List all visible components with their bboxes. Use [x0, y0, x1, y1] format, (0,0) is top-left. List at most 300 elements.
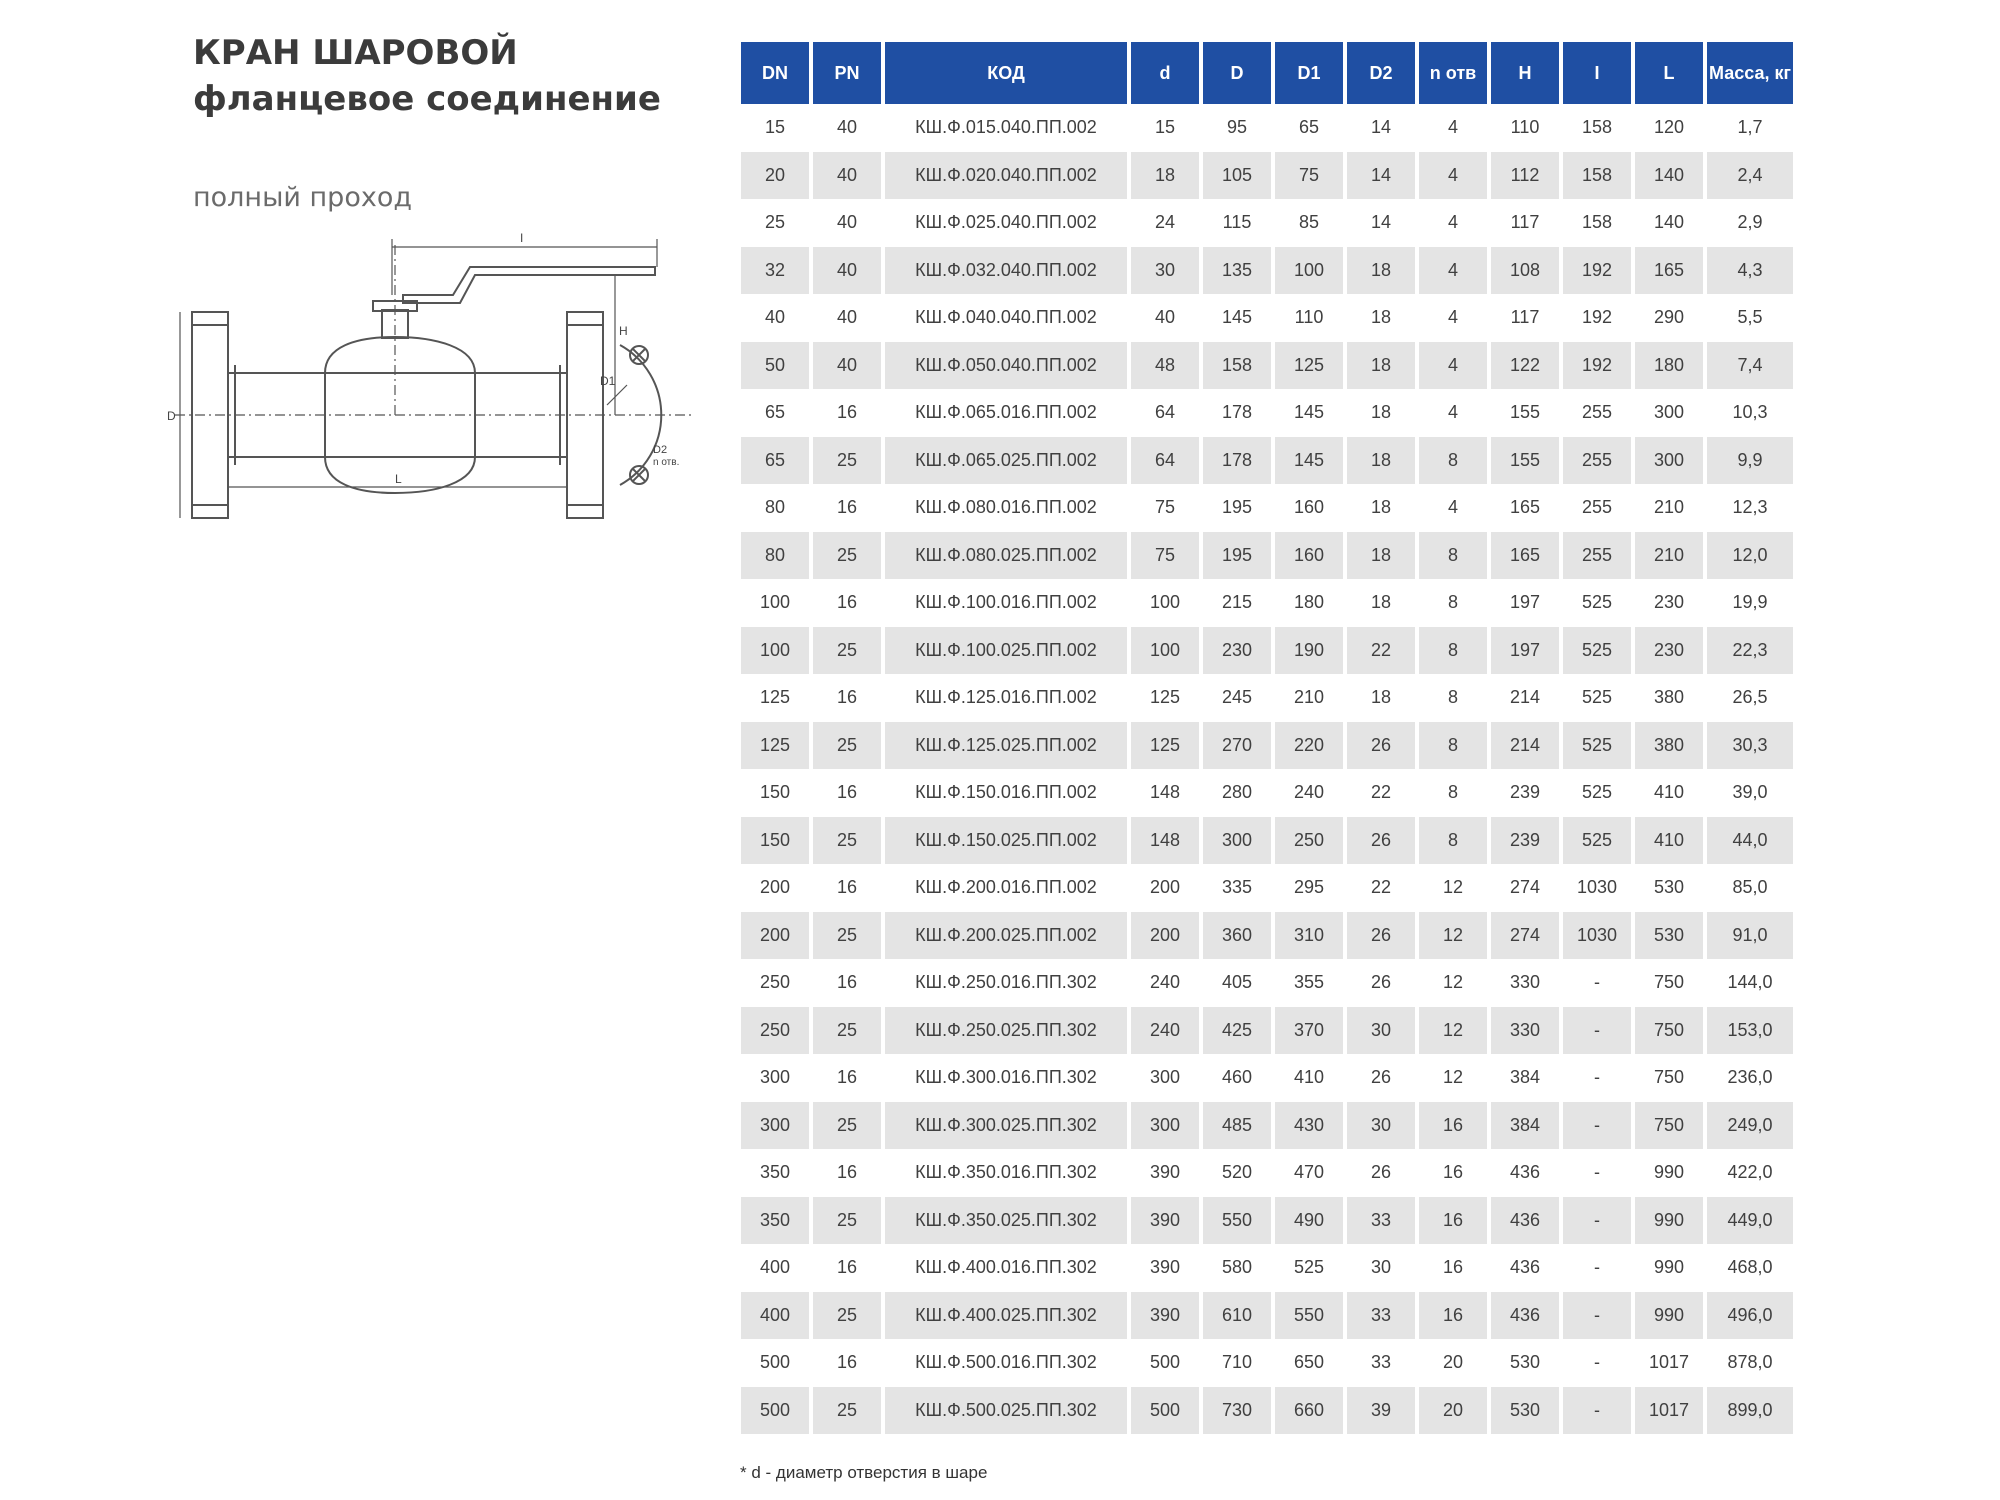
- table-cell: 485: [1203, 1102, 1271, 1150]
- table-cell: 16: [836, 592, 858, 613]
- table-cell: КШ.Ф.125.025.ПП.002: [885, 722, 1127, 770]
- table-cell: 16: [836, 687, 858, 708]
- table-cell: КШ.Ф.065.016.ПП.002: [915, 402, 1097, 423]
- table-cell: 300: [759, 1067, 791, 1088]
- table-cell: КШ.Ф.125.016.ПП.002: [915, 687, 1097, 708]
- table-cell: 24: [1154, 212, 1176, 233]
- table-cell: 148: [1131, 817, 1199, 865]
- table-cell: 550: [1203, 1197, 1271, 1245]
- table-row: [741, 342, 1793, 390]
- table-cell: КШ.Ф.015.040.ПП.002: [915, 117, 1097, 138]
- table-cell: 520: [1221, 1162, 1253, 1183]
- table-cell: 220: [1275, 722, 1343, 770]
- table-cell: 200: [759, 877, 791, 898]
- table-cell: 250: [741, 1007, 809, 1055]
- table-row: [741, 864, 1793, 912]
- table-cell: 12: [1442, 877, 1464, 898]
- table-cell: 330: [1509, 972, 1541, 993]
- table-row: [741, 1102, 1793, 1150]
- table-cell: 580: [1221, 1257, 1253, 1278]
- table-cell: 239: [1509, 782, 1541, 803]
- table-cell: 436: [1491, 1197, 1559, 1245]
- table-row: [741, 484, 1793, 532]
- table-cell: КШ.Ф.080.025.ПП.002: [885, 532, 1127, 580]
- table-cell: 150: [759, 782, 791, 803]
- table-cell: 16: [836, 402, 858, 423]
- table-row: [741, 1054, 1793, 1102]
- table-cell: 140: [1635, 152, 1703, 200]
- table-cell: 210: [1653, 497, 1685, 518]
- table-cell: 115: [1222, 212, 1252, 233]
- table-cell: 30: [1131, 247, 1199, 295]
- table-cell: 18: [1370, 497, 1392, 518]
- table-cell: 65: [1298, 117, 1320, 138]
- table-cell: 436: [1491, 1292, 1559, 1340]
- table-cell: 750: [1635, 1102, 1703, 1150]
- table-cell: 12: [1442, 1067, 1464, 1088]
- table-cell: 230: [1653, 592, 1685, 613]
- table-row: [741, 532, 1793, 580]
- table-cell: 449,0: [1707, 1197, 1793, 1245]
- table-cell: 210: [1293, 687, 1325, 708]
- table-row: [741, 769, 1793, 817]
- table-cell: 300: [1635, 437, 1703, 485]
- table-cell: 16: [836, 1352, 858, 1373]
- table-cell: 355: [1293, 972, 1325, 993]
- table-cell: 25: [813, 722, 881, 770]
- table-cell: 335: [1221, 877, 1253, 898]
- table-cell: 530: [1491, 1387, 1559, 1435]
- table-cell: 14: [1370, 117, 1392, 138]
- table-cell: КШ.Ф.400.016.ПП.302: [915, 1257, 1097, 1278]
- table-cell: КШ.Ф.032.040.ПП.002: [885, 247, 1127, 295]
- table-cell: 180: [1635, 342, 1703, 390]
- specification-table: [737, 42, 1797, 1434]
- table-cell: 8: [1419, 532, 1487, 580]
- table-cell: 75: [1275, 152, 1343, 200]
- table-cell: 25: [764, 212, 786, 233]
- table-cell: 12: [1419, 912, 1487, 960]
- table-cell: 95: [1226, 117, 1248, 138]
- table-cell: 40: [836, 117, 858, 138]
- table-cell: 30: [1347, 1102, 1415, 1150]
- table-cell: 145: [1221, 307, 1253, 328]
- table-cell: 40: [764, 307, 786, 328]
- table-cell: 153,0: [1707, 1007, 1793, 1055]
- table-cell: 530: [1635, 912, 1703, 960]
- table-cell: 250: [759, 972, 791, 993]
- table-cell: 274: [1509, 877, 1541, 898]
- table-cell: 125: [759, 687, 791, 708]
- table-row: [741, 437, 1793, 485]
- table-cell: 4: [1447, 402, 1458, 423]
- table-row: [741, 1292, 1793, 1340]
- table-cell: 160: [1293, 497, 1325, 518]
- table-cell: 18: [1370, 592, 1392, 613]
- table-cell: 158: [1581, 117, 1613, 138]
- table-cell: 80: [741, 532, 809, 580]
- table-cell: 240: [1131, 1007, 1199, 1055]
- table-cell: КШ.Ф.300.025.ПП.302: [885, 1102, 1127, 1150]
- table-cell: 525: [1563, 817, 1631, 865]
- table-cell: 30,3: [1707, 722, 1793, 770]
- table-cell: 25: [813, 1197, 881, 1245]
- table-cell: 255: [1581, 497, 1613, 518]
- table-row: [741, 817, 1793, 865]
- table-cell: 26: [1347, 817, 1415, 865]
- table-cell: 14: [1347, 152, 1415, 200]
- table-cell: 270: [1203, 722, 1271, 770]
- valve-handle: [403, 267, 655, 303]
- table-cell: 25: [813, 817, 881, 865]
- table-cell: 390: [1131, 1197, 1199, 1245]
- column-header: Масса, кг: [1707, 42, 1793, 104]
- table-cell: 192: [1563, 247, 1631, 295]
- table-cell: 20: [1419, 1387, 1487, 1435]
- table-cell: 22: [1370, 782, 1392, 803]
- table-cell: 300: [1203, 817, 1271, 865]
- table-cell: 530: [1653, 877, 1685, 898]
- table-cell: 25: [813, 912, 881, 960]
- table-cell: 300: [741, 1102, 809, 1150]
- table-cell: КШ.Ф.350.016.ПП.302: [915, 1162, 1097, 1183]
- table-cell: 230: [1635, 627, 1703, 675]
- table-cell: 26: [1347, 912, 1415, 960]
- table-cell: 390: [1131, 1292, 1199, 1340]
- column-header: D1: [1275, 42, 1343, 104]
- table-cell: 550: [1275, 1292, 1343, 1340]
- table-cell: 425: [1203, 1007, 1271, 1055]
- table-cell: 16: [1442, 1162, 1464, 1183]
- table-cell: 990: [1635, 1292, 1703, 1340]
- table-cell: 422,0: [1727, 1162, 1773, 1183]
- table-cell: КШ.Ф.350.025.ПП.302: [885, 1197, 1127, 1245]
- table-cell: 525: [1581, 592, 1613, 613]
- table-cell: 18: [1347, 247, 1415, 295]
- table-cell: 100: [1131, 627, 1199, 675]
- table-cell: 16: [836, 1067, 858, 1088]
- table-cell: 40: [1154, 307, 1176, 328]
- table-cell: 239: [1491, 817, 1559, 865]
- table-cell: КШ.Ф.200.025.ПП.002: [885, 912, 1127, 960]
- table-cell: -: [1563, 1102, 1631, 1150]
- table-cell: 44,0: [1707, 817, 1793, 865]
- table-row: [741, 912, 1793, 960]
- table-cell: -: [1594, 1067, 1600, 1088]
- dimension-label-h: H: [619, 324, 628, 338]
- table-cell: 240: [1149, 972, 1181, 993]
- table-cell: КШ.Ф.250.016.ПП.302: [915, 972, 1097, 993]
- table-cell: 230: [1203, 627, 1271, 675]
- table-row: [741, 199, 1793, 247]
- table-cell: 8: [1447, 687, 1458, 708]
- table-cell: 18: [1131, 152, 1199, 200]
- table-cell: 16: [836, 877, 858, 898]
- table-cell: 40: [813, 152, 881, 200]
- table-cell: КШ.Ф.150.016.ПП.002: [915, 782, 1097, 803]
- table-cell: 214: [1509, 687, 1541, 708]
- table-cell: 48: [1131, 342, 1199, 390]
- table-cell: 4: [1419, 342, 1487, 390]
- page-title: [193, 30, 661, 122]
- table-cell: 178: [1203, 437, 1271, 485]
- column-header: n отв: [1419, 42, 1487, 104]
- table-cell: 990: [1653, 1162, 1685, 1183]
- table-cell: КШ.Ф.020.040.ПП.002: [885, 152, 1127, 200]
- table-cell: 158: [1563, 152, 1631, 200]
- table-cell: КШ.Ф.050.040.ПП.002: [885, 342, 1127, 390]
- table-cell: 750: [1635, 1007, 1703, 1055]
- table-cell: 25: [813, 1387, 881, 1435]
- table-cell: 650: [1293, 1352, 1325, 1373]
- table-cell: 16: [836, 972, 858, 993]
- table-cell: 8: [1419, 722, 1487, 770]
- table-cell: 384: [1509, 1067, 1541, 1088]
- table-cell: 18: [1347, 437, 1415, 485]
- table-cell: 15: [1154, 117, 1176, 138]
- table-cell: 16: [1419, 1102, 1487, 1150]
- table-cell: 405: [1221, 972, 1253, 993]
- table-cell: 240: [1293, 782, 1325, 803]
- table-cell: 80: [764, 497, 786, 518]
- table-cell: 33: [1347, 1292, 1415, 1340]
- table-cell: 20: [1442, 1352, 1464, 1373]
- table-cell: 255: [1581, 402, 1613, 423]
- table-row: [741, 1197, 1793, 1245]
- table-cell: КШ.Ф.065.025.ПП.002: [885, 437, 1127, 485]
- table-cell: 158: [1581, 212, 1613, 233]
- table-cell: 16: [836, 782, 858, 803]
- table-cell: 160: [1275, 532, 1343, 580]
- table-row: [741, 247, 1793, 295]
- dimension-label-d2: D2: [653, 444, 668, 456]
- table-cell: 1,7: [1737, 117, 1763, 138]
- table-cell: 26: [1370, 1162, 1392, 1183]
- table-cell: 8: [1419, 627, 1487, 675]
- table-cell: 410: [1635, 817, 1703, 865]
- table-cell: 200: [1149, 877, 1181, 898]
- table-cell: 33: [1347, 1197, 1415, 1245]
- table-cell: 39: [1347, 1387, 1415, 1435]
- table-cell: 190: [1275, 627, 1343, 675]
- table-cell: 197: [1491, 627, 1559, 675]
- table-cell: 25: [813, 1292, 881, 1340]
- table-cell: 215: [1221, 592, 1253, 613]
- table-cell: 290: [1653, 307, 1685, 328]
- table-cell: -: [1563, 1292, 1631, 1340]
- table-row: [741, 104, 1793, 152]
- table-cell: 25: [813, 1102, 881, 1150]
- table-cell: 610: [1203, 1292, 1271, 1340]
- table-cell: 400: [759, 1257, 791, 1278]
- table-cell: 2,9: [1737, 212, 1763, 233]
- table-cell: 9,9: [1707, 437, 1793, 485]
- table-cell: 295: [1293, 877, 1325, 898]
- table-cell: 370: [1275, 1007, 1343, 1055]
- table-cell: 430: [1275, 1102, 1343, 1150]
- table-cell: 4,3: [1707, 247, 1793, 295]
- table-cell: 140: [1653, 212, 1685, 233]
- table-cell: 145: [1275, 437, 1343, 485]
- table-cell: 117: [1510, 307, 1540, 328]
- table-cell: 1017: [1648, 1352, 1690, 1373]
- table-cell: 100: [741, 627, 809, 675]
- table-cell: 20: [741, 152, 809, 200]
- table-cell: 200: [741, 912, 809, 960]
- table-cell: 40: [813, 247, 881, 295]
- table-cell: -: [1594, 972, 1600, 993]
- table-cell: 26: [1370, 1067, 1392, 1088]
- table-cell: 75: [1131, 532, 1199, 580]
- table-cell: 148: [1149, 782, 1181, 803]
- table-cell: 274: [1491, 912, 1559, 960]
- table-cell: -: [1594, 1352, 1600, 1373]
- table-cell: 16: [836, 497, 858, 518]
- table-cell: 100: [1275, 247, 1343, 295]
- table-cell: 360: [1203, 912, 1271, 960]
- table-row: [741, 1387, 1793, 1435]
- table-cell: 4: [1447, 212, 1458, 233]
- table-cell: 26,5: [1732, 687, 1768, 708]
- table-cell: 135: [1203, 247, 1271, 295]
- table-cell: 33: [1370, 1352, 1392, 1373]
- table-cell: 390: [1149, 1162, 1181, 1183]
- table-cell: 384: [1491, 1102, 1559, 1150]
- table-cell: 300: [1653, 402, 1685, 423]
- table-cell: 525: [1563, 627, 1631, 675]
- table-cell: КШ.Ф.500.025.ПП.302: [885, 1387, 1127, 1435]
- table-row: [741, 152, 1793, 200]
- dimension-label-d: D: [167, 409, 176, 423]
- table-row: [741, 1149, 1793, 1197]
- table-cell: КШ.Ф.400.025.ПП.302: [885, 1292, 1127, 1340]
- table-cell: 530: [1509, 1352, 1541, 1373]
- table-cell: КШ.Ф.300.016.ПП.302: [915, 1067, 1097, 1088]
- table-cell: КШ.Ф.040.040.ПП.002: [915, 307, 1097, 328]
- table-cell: КШ.Ф.080.016.ПП.002: [915, 497, 1097, 518]
- table-cell: 25: [813, 1007, 881, 1055]
- table-cell: 255: [1563, 437, 1631, 485]
- table-cell: 195: [1203, 532, 1271, 580]
- table-cell: 85: [1298, 212, 1320, 233]
- table-cell: 12,0: [1707, 532, 1793, 580]
- table-cell: 525: [1563, 722, 1631, 770]
- dimension-label-holes: n отв.: [653, 457, 680, 468]
- table-cell: 4: [1419, 152, 1487, 200]
- table-cell: 26: [1370, 972, 1392, 993]
- table-cell: 400: [741, 1292, 809, 1340]
- table-cell: 158: [1203, 342, 1271, 390]
- table-cell: 26: [1347, 722, 1415, 770]
- table-cell: 4: [1419, 247, 1487, 295]
- table-cell: 390: [1149, 1257, 1181, 1278]
- table-cell: 125: [1149, 687, 1181, 708]
- table-cell: 410: [1293, 1067, 1325, 1088]
- table-cell: 16: [836, 1162, 858, 1183]
- column-header: D: [1203, 42, 1271, 104]
- table-cell: 32: [741, 247, 809, 295]
- table-cell: 25: [813, 627, 881, 675]
- column-header: L: [1635, 42, 1703, 104]
- table-cell: 110: [1510, 117, 1540, 138]
- table-cell: 40: [813, 342, 881, 390]
- table-cell: 210: [1635, 532, 1703, 580]
- table-cell: 16: [1419, 1292, 1487, 1340]
- table-row: [741, 294, 1793, 342]
- table-cell: 249,0: [1707, 1102, 1793, 1150]
- table-cell: 470: [1293, 1162, 1325, 1183]
- table-cell: 40: [836, 212, 858, 233]
- table-cell: 18: [1370, 687, 1392, 708]
- table-cell: 117: [1510, 212, 1540, 233]
- table-cell: 15: [764, 117, 786, 138]
- table-cell: 245: [1221, 687, 1253, 708]
- table-cell: 8: [1447, 782, 1458, 803]
- table-cell: 380: [1653, 687, 1685, 708]
- table-cell: 165: [1635, 247, 1703, 295]
- table-cell: 990: [1653, 1257, 1685, 1278]
- table-cell: 65: [741, 437, 809, 485]
- table-cell: 525: [1581, 687, 1613, 708]
- table-cell: 525: [1581, 782, 1613, 803]
- table-cell: 10,3: [1732, 402, 1768, 423]
- table-cell: 22: [1370, 877, 1392, 898]
- table-cell: 350: [759, 1162, 791, 1183]
- table-cell: 280: [1221, 782, 1253, 803]
- table-cell: 18: [1370, 402, 1392, 423]
- table-cell: 19,9: [1732, 592, 1768, 613]
- table-cell: 155: [1509, 402, 1541, 423]
- column-header: d: [1131, 42, 1199, 104]
- dimension-label-length: L: [395, 472, 402, 486]
- ball-valve-drawing: [167, 225, 715, 525]
- table-cell: 180: [1293, 592, 1325, 613]
- table-row: [741, 1244, 1793, 1292]
- table-cell: 899,0: [1707, 1387, 1793, 1435]
- table-cell: 12: [1419, 1007, 1487, 1055]
- table-cell: 144,0: [1727, 972, 1773, 993]
- table-cell: 200: [1131, 912, 1199, 960]
- table-cell: 468,0: [1727, 1257, 1773, 1278]
- table-cell: 436: [1509, 1162, 1541, 1183]
- table-cell: 12: [1442, 972, 1464, 993]
- table-cell: 105: [1203, 152, 1271, 200]
- table-cell: 214: [1491, 722, 1559, 770]
- table-cell: 64: [1131, 437, 1199, 485]
- table-cell: 236,0: [1727, 1067, 1773, 1088]
- dimension-label-d1: D1: [600, 374, 616, 388]
- table-cell: 500: [1131, 1387, 1199, 1435]
- table-row: [741, 389, 1793, 437]
- table-cell: 145: [1293, 402, 1325, 423]
- table-cell: 18: [1347, 342, 1415, 390]
- column-header: DN: [741, 42, 809, 104]
- table-cell: -: [1594, 1257, 1600, 1278]
- table-cell: 110: [1294, 307, 1324, 328]
- table-cell: 100: [1149, 592, 1181, 613]
- table-cell: 8: [1419, 817, 1487, 865]
- table-cell: 16: [1442, 1257, 1464, 1278]
- table-cell: 75: [1154, 497, 1176, 518]
- table-cell: КШ.Ф.200.016.ПП.002: [915, 877, 1097, 898]
- table-header-row: [741, 42, 1793, 104]
- table-cell: 100: [759, 592, 791, 613]
- table-cell: 350: [741, 1197, 809, 1245]
- table-cell: 112: [1491, 152, 1559, 200]
- table-cell: КШ.Ф.250.025.ПП.302: [885, 1007, 1127, 1055]
- table-cell: 16: [836, 1257, 858, 1278]
- table-cell: 436: [1509, 1257, 1541, 1278]
